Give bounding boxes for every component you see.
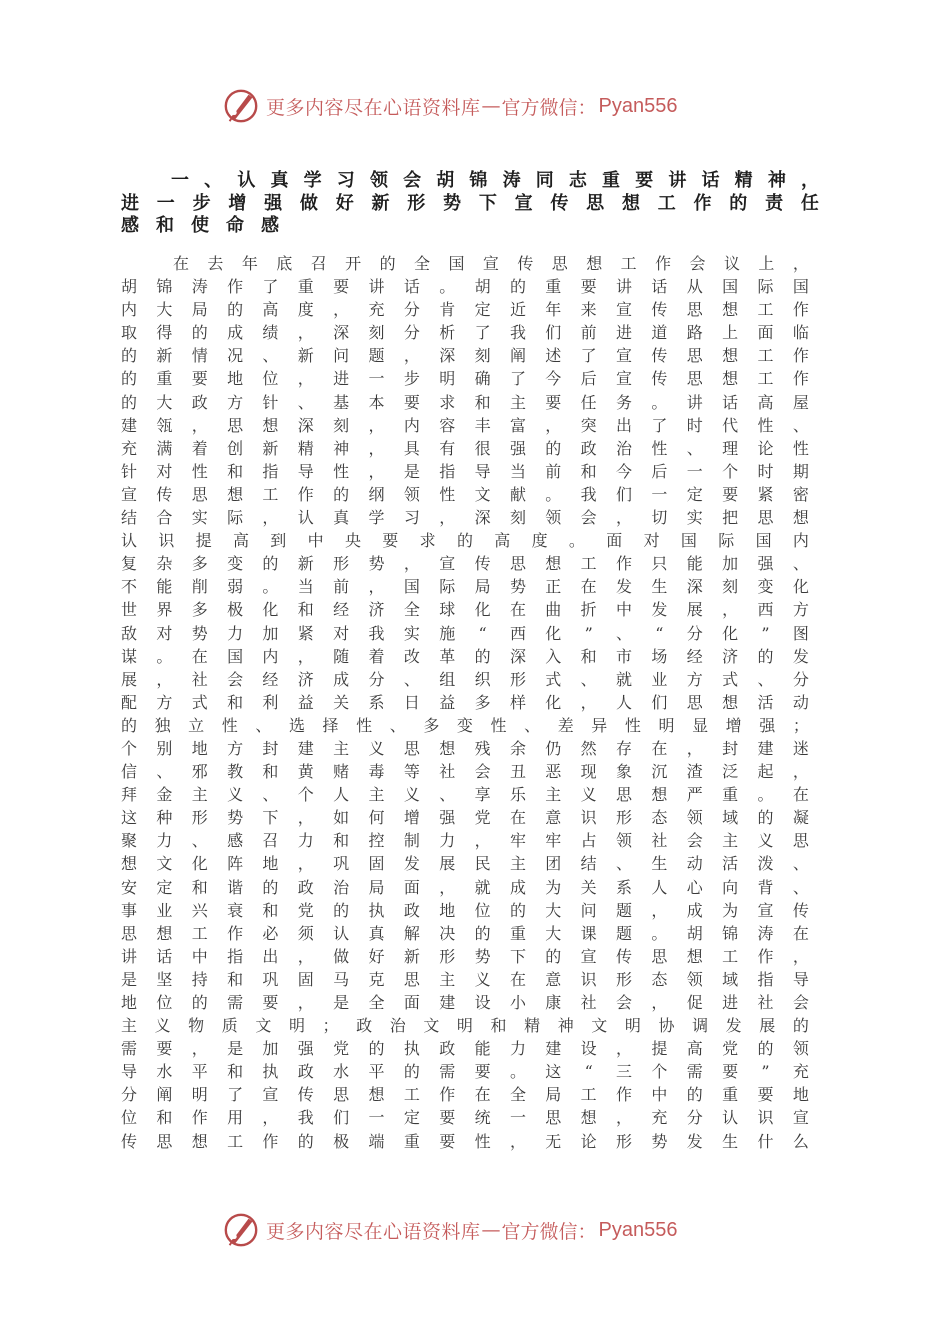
text-line: 事 业 兴 衰 和 党 的 执 政 地 位 的 大 问 题 ， 成 为 宣 传 (120, 900, 809, 920)
text-line: 针 对 性 和 指 导 性 ， 是 指 导 当 前 和 今 后 一 个 时 期 (120, 461, 809, 481)
banner-text: 更多内容尽在心语资料库 (266, 1220, 481, 1243)
text-line: 配 方 式 和 利 益 关 系 日 益 多 样 化 ， 人 们 思 想 活 动 (120, 692, 809, 712)
banner-dash: — (481, 1219, 501, 1241)
text-line: 宣 传 思 想 工 作 的 纲 领 性 文 献 。 我 们 一 定 要 紧 密 (120, 484, 809, 504)
banner-dash: — (481, 95, 501, 117)
pen-logo-icon (222, 87, 260, 125)
text-line: 个 别 地 方 封 建 主 义 思 想 残 余 仍 然 存 在 ， 封 建 迷 (120, 738, 809, 758)
text-line: 传 思 想 工 作 的 极 端 重 要 性 ， 无 论 形 势 发 生 什 么 (120, 1131, 809, 1151)
text-line: 这 种 形 势 下 ， 如 何 增 强 党 在 意 识 形 态 领 域 的 凝 (120, 808, 809, 828)
section-heading (120, 170, 820, 238)
text-line: 的 大 政 方 针 、 基 本 要 求 和 主 要 任 务 。 讲 话 高 屋 (120, 392, 809, 412)
heading-line: 感 和 使 命 感 (121, 215, 279, 236)
text-line: 分 阐 明 了 宣 传 思 想 工 作 在 全 局 工 作 中 的 重 要 地 (120, 1085, 809, 1105)
banner-text: 更多内容尽在心语资料库 (266, 96, 481, 119)
text-line: 地 位 的 需 要 ， 是 全 面 建 设 小 康 社 会 ， 促 进 社 会 (120, 993, 809, 1012)
text-line: 安 定 和 谐 的 政 治 局 面 ， 就 成 为 关 系 人 心 向 背 、 (120, 877, 809, 897)
text-line: 胡 锦 涛 作 了 重 要 讲 话 。 胡 的 重 要 讲 话 从 国 际 国 (120, 277, 809, 297)
footer-banner (222, 1208, 678, 1252)
banner-wechat-id: Pyan556 (598, 1218, 678, 1241)
banner-label: 官方微信： (501, 1220, 597, 1243)
heading-line: 一 、 认 真 学 习 领 会 胡 锦 涛 同 志 重 要 讲 话 精 神 ， (171, 170, 819, 191)
heading-line: 进 一 步 增 强 做 好 新 形 势 下 宣 传 思 想 工 作 的 责 任 (121, 192, 819, 214)
text-line: 的 新 情 况 、 新 问 题 ， 深 刻 阐 述 了 宣 传 思 想 工 作 (120, 346, 809, 366)
text-line: 世 界 多 极 化 和 经 济 全 球 化 在 曲 折 中 发 展 ， 西 方 (120, 600, 809, 620)
text-line: 敌 对 势 力 加 紧 对 我 实 施 “ 西 化 ” 、 “ 分 化 ” 图 (120, 623, 809, 643)
text-line: 内 大 局 的 高 度 ， 充 分 肯 定 近 年 来 宣 传 思 想 工 作 (120, 300, 809, 320)
text-line: 的 独 立 性 、 选 择 性 、 多 变 性 、 差 异 性 明 显 增 强 ； (120, 715, 809, 735)
text-line: 建 瓴 ， 思 想 深 刻 ， 内 容 丰 富 ， 突 出 了 时 代 性 、 (120, 415, 809, 435)
text-line: 信 、 邪 教 和 黄 赌 毒 等 社 会 丑 恶 现 象 沉 渣 泛 起 ， (120, 762, 809, 782)
header-banner (222, 84, 678, 128)
text-line: 结 合 实 际 ， 认 真 学 习 ， 深 刻 领 会 ， 切 实 把 思 想 (120, 508, 809, 528)
text-line: 的 重 要 地 位 ， 进 一 步 明 确 了 今 后 宣 传 思 想 工 作 (120, 369, 809, 389)
text-line: 展 ， 社 会 经 济 成 分 、 组 织 形 式 、 就 业 方 式 、 分 (120, 669, 809, 689)
banner-wechat-id: Pyan556 (598, 94, 678, 117)
text-line: 取 得 的 成 绩 ， 深 刻 分 析 了 我 们 前 进 道 路 上 面 临 (120, 323, 809, 343)
text-line: 导 水 平 和 执 政 水 平 的 需 要 。 这 “ 三 个 需 要 ” 充 (120, 1062, 809, 1082)
banner-label: 官方微信： (501, 96, 597, 119)
text-line: 需 要 ， 是 加 强 党 的 执 政 能 力 建 设 ， 提 高 党 的 领 (120, 1039, 809, 1059)
pen-logo-icon (222, 1211, 260, 1249)
text-line: 不 能 削 弱 。 当 前 ， 国 际 局 势 正 在 发 生 深 刻 变 化 (120, 577, 809, 597)
text-line: 谋 。 在 国 内 ， 随 着 改 革 的 深 入 和 市 场 经 济 的 发 (120, 646, 809, 666)
text-line: 是 坚 持 和 巩 固 马 克 思 主 义 在 意 识 形 态 领 域 指 导 (120, 969, 809, 989)
text-line: 认 识 提 高 到 中 央 要 求 的 高 度 。 面 对 国 际 国 内 (120, 531, 809, 551)
text-line: 主 义 物 质 文 明 ； 政 治 文 明 和 精 神 文 明 协 调 发 展 的 (120, 1016, 809, 1036)
text-line: 在 去 年 底 召 开 的 全 国 宣 传 思 想 工 作 会 议 上 ， (172, 254, 809, 273)
text-line: 拜 金 主 义 、 个 人 主 义 、 享 乐 主 义 思 想 严 重 。 在 (120, 785, 809, 805)
text-line: 聚 力 、 感 召 力 和 控 制 力 ， 牢 牢 占 领 社 会 主 义 思 (120, 831, 809, 851)
text-line: 位 和 作 用 ， 我 们 一 定 要 统 一 思 想 ， 充 分 认 识 宣 (120, 1108, 809, 1128)
text-line: 复 杂 多 变 的 新 形 势 ， 宣 传 思 想 工 作 只 能 加 强 、 (120, 554, 809, 574)
text-line: 讲 话 中 指 出 ， 做 好 新 形 势 下 的 宣 传 思 想 工 作 ， (120, 946, 809, 966)
text-line: 想 文 化 阵 地 ， 巩 固 发 展 民 主 团 结 、 生 动 活 泼 、 (120, 854, 809, 874)
text-line: 充 满 着 创 新 精 神 ， 具 有 很 强 的 政 治 性 、 理 论 性 (120, 438, 809, 458)
body-text (120, 252, 810, 1153)
text-line: 思 想 工 作 必 须 认 真 解 决 的 重 大 课 题 。 胡 锦 涛 在 (120, 923, 809, 943)
